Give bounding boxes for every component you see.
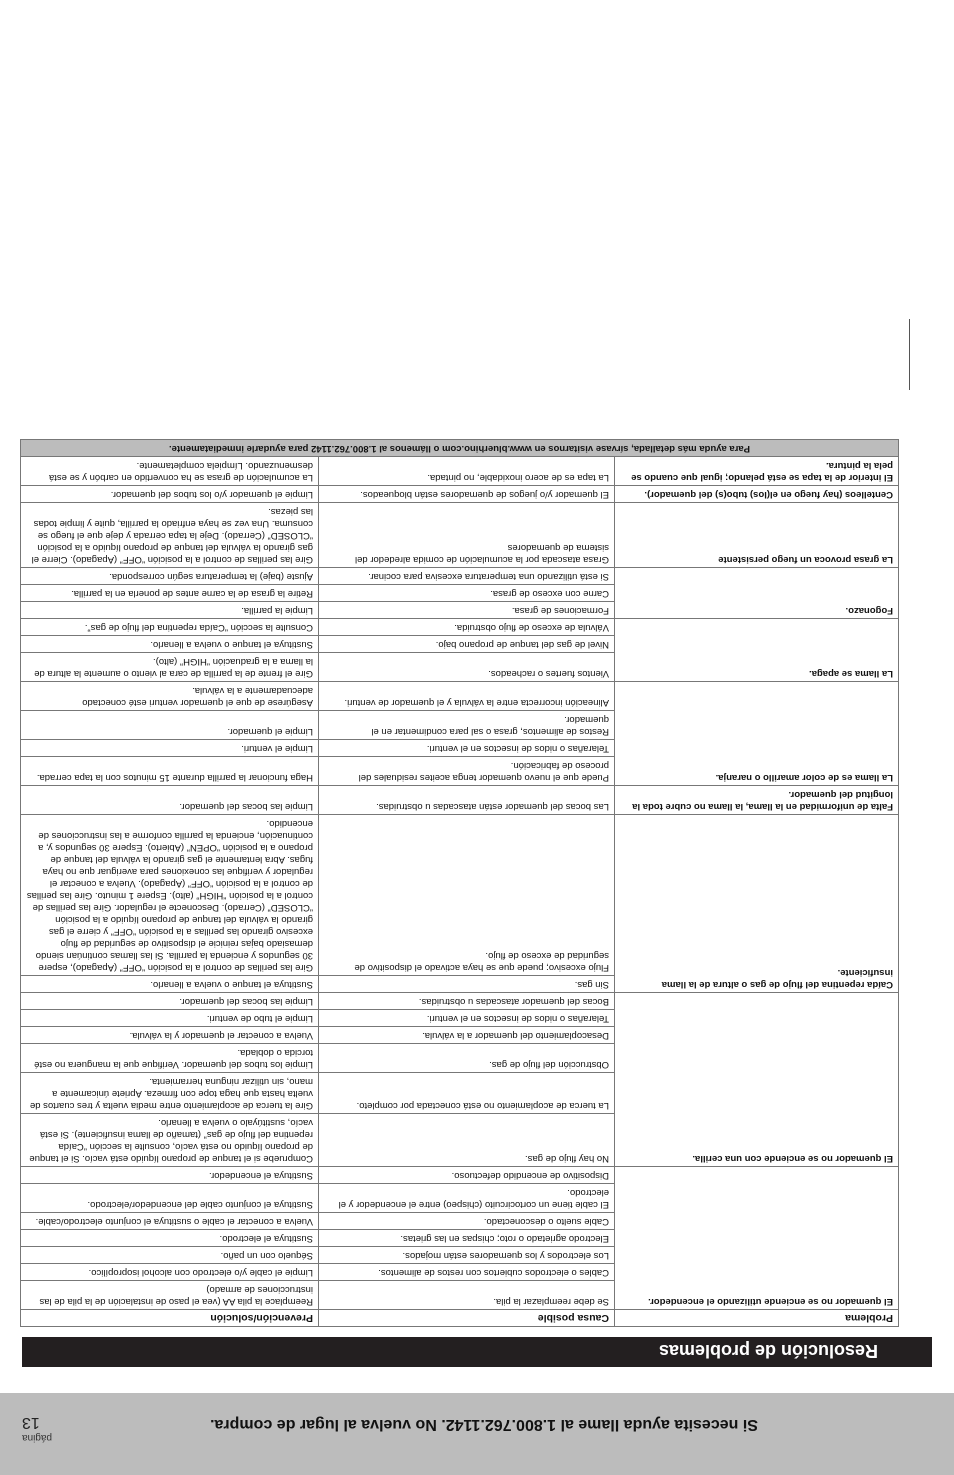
cause-cell: Válvula de exceso de flujo obstruida.: [319, 619, 615, 636]
solution-cell: Limpie la parrilla.: [21, 602, 319, 619]
solution-cell: Vuelva a conectar el cable o sustituya el conjunto electrodo/cable.: [21, 1213, 319, 1230]
problem-cell: La grasa provoca un fuego persistente: [615, 503, 899, 568]
solution-cell: Limpie los tubos del quemador. Verifique que la manguera no esté torcida o doblada.: [21, 1044, 319, 1073]
cause-cell: La tuerca de acoplamiento no está conectada por completo.: [319, 1073, 615, 1114]
solution-cell: Limpie el quemador.: [21, 711, 319, 740]
solution-cell: Limpie el tubo de venturi.: [21, 1010, 319, 1027]
solution-cell: Vuelva a conectar el quemador y la válvula.: [21, 1027, 319, 1044]
cause-cell: Nivel de gas del tanque de propano bajo.: [319, 636, 615, 653]
table-row: [21, 786, 899, 815]
table-row: [21, 1114, 899, 1167]
solution-cell: Limpie el cable y/o electrodo con alcohol isopropílico.: [21, 1264, 319, 1281]
table-footer-row: [21, 440, 899, 457]
cause-cell: Telarañas o nidos de insectos en el venturi.: [319, 1010, 615, 1027]
cause-cell: El cable tiene un cortocircuito (chispeo) entre el encendedor y el electrodo.: [319, 1184, 615, 1213]
solution-cell: Consulte la sección “Caída repentina del flujo de gas”.: [21, 619, 319, 636]
margin-rule: [909, 319, 910, 390]
problem-cell: El interior de la tapa se está pelando; igual que cuando se pela la pintura.: [615, 457, 899, 486]
help-footer-note: Para ayuda más detallada, sírvase visitarnos en www.bluerhino.com o llámenos al 1.800.762.1142 para ayudarle inmediatamente.: [21, 440, 899, 457]
cause-cell: Cables o electrodos cubiertos con restos de alimentos.: [319, 1264, 615, 1281]
problem-cell: La llama se apaga.: [615, 619, 899, 682]
table-body: [21, 457, 899, 1310]
cause-cell: La tapa es de acero inoxidable, no pintada.: [319, 457, 615, 486]
cause-cell: Telarañas o nidos de insectos en el venturi.: [319, 740, 615, 757]
solution-cell: Sustituya el conjunto cable del encendedor/electrodo.: [21, 1184, 319, 1213]
cause-cell: Flujo excesivo; puede que se haya activado el dispositivo de seguridad de exceso de flujo.: [319, 815, 615, 976]
cause-cell: Vientos fuertes o racheados.: [319, 653, 615, 682]
solution-cell: Retire la grasa de la carne antes de ponerla en la parrilla.: [21, 585, 319, 602]
help-banner: [0, 1393, 954, 1475]
cause-cell: El quemador y/o juegos de quemadores están bloqueados.: [319, 486, 615, 503]
cause-cell: Si está utilizando una temperatura excesiva para cocinar.: [319, 568, 615, 585]
table-row: [21, 653, 899, 682]
cause-cell: Se debe reemplazar la pila.: [319, 1281, 615, 1310]
solution-cell: Gire las perillas de control a la posición “OFF” (Apagado), espere 30 segundos y encienda la parrilla. Si las llamas continúan siendo demasiado bajas reinicie el dispositivo de seguridad de flujo excesivo girando las perillas a la posición “OFF” y cierre el gas girando la válvula del tanque de propano líquido a la posición “CLOSED” (Cerrado). Desconecte el regulador. Gire las perillas de control a la posición “HIGH” (alto). Espere 1 minuto. Gire las perillas de control a la posición “OFF” (Apagado). Vuelva a conectar el regulador y verifique las conexiones para averiguar que no haya fugas. Abra lentamente el gas girando la válvula del tanque de propano a la posición “OPEN” (Abierto). Espere 30 segundos y, a continuación, encienda la parrilla conforme a las instrucciones de encendido.: [21, 815, 319, 976]
table-row: [21, 976, 899, 993]
cause-cell: Desacoplamiento del quemador a la válvula.: [319, 1027, 615, 1044]
solution-cell: Asegúrese de que el quemador venturi esté conectado adecuadamente a la válvula.: [21, 682, 319, 711]
column-header-problem: Problema: [615, 1310, 899, 1327]
problem-cell: Falta de uniformidad en la llama, la llama no cubre toda la longitud del quemador.: [615, 786, 899, 815]
cause-cell: No hay flujo de gas.: [319, 1114, 615, 1167]
cause-cell: Las bocas del quemador están atascadas u obstruidas.: [319, 786, 615, 815]
solution-cell: Séquelo con un paño.: [21, 1247, 319, 1264]
problem-cell: Caída repentina del flujo de gas o altura de la llama insuficiente.: [615, 815, 899, 993]
cause-cell: Formaciones de grasa.: [319, 602, 615, 619]
table-row: [21, 503, 899, 568]
solution-cell: Gire las perillas de control a la posición “OFF” (Apagado). Cierre el gas girando la válvula del tanque de propano líquido a la posición “CLOSED” (Cerrado). Deje la tapa cerrada y deje que el fuego se consuma. Una vez se haya enfriado la parrilla, quite y limpie todas las piezas.: [21, 503, 319, 568]
cause-cell: Obstrucción del flujo de gas.: [319, 1044, 615, 1073]
solution-cell: Compruebe si el tanque de propano líquido está vacío. Si el tanque de propano líquido no está vacío, consulte la sección “Caída repentina del flujo de gas” (tamaño de llama insuficiente). Si está vacío, sustitúyalo o vuelva a llenarlo.: [21, 1114, 319, 1167]
page-number: 13: [22, 1414, 40, 1431]
cause-cell: Dispositivo de encendido defectuoso.: [319, 1167, 615, 1184]
cause-cell: Los electrodos y los quemadores están mojados.: [319, 1247, 615, 1264]
solution-cell: Limpie las bocas del quemador.: [21, 993, 319, 1010]
solution-cell: Sustituya el tanque o vuelva a llenarlo.: [21, 976, 319, 993]
solution-cell: Gire el frente de la parrilla de cara al viento o aumente la altura de la llama a la graduación “HIGH” (alto).: [21, 653, 319, 682]
page-word: página: [22, 1432, 53, 1443]
solution-cell: Haga funcionar la parrilla durante 15 minutos con la tapa cerrada.: [21, 757, 319, 786]
cause-cell: Bocas del quemador atascadas u obstruidas.: [319, 993, 615, 1010]
solution-cell: Sustituya el electrodo.: [21, 1230, 319, 1247]
cause-cell: Puede que el nuevo quemador tenga aceites residuales del proceso de fabricación.: [319, 757, 615, 786]
solution-cell: Limpie las bocas del quemador.: [21, 786, 319, 815]
problem-cell: Fogonazo.: [615, 568, 899, 619]
cause-cell: Cable suelto o desconectado.: [319, 1213, 615, 1230]
table-row: [21, 1281, 899, 1310]
solution-cell: Sustituya el tanque o vuelva a llenarlo.: [21, 636, 319, 653]
solution-cell: Ajuste (baje) la temperatura según corresponda.: [21, 568, 319, 585]
cause-cell: Restos de alimentos, grasa o sal para condimentar en el quemador.: [319, 711, 615, 740]
cause-cell: Alineación incorrecta entre la válvula y el quemador de venturi.: [319, 682, 615, 711]
problem-cell: El quemador no se enciende con una cerilla.: [615, 993, 899, 1167]
cause-cell: Grasa atascada por la acumulación de comida alrededor del sistema de quemadores: [319, 503, 615, 568]
section-title: Resolución de problemas: [658, 1341, 878, 1361]
table-row: [21, 457, 899, 486]
problem-cell: La llama es de color amarillo o naranja.: [615, 682, 899, 786]
cause-cell: Electrodo agrietado o roto; chispas en las grietas.: [319, 1230, 615, 1247]
table-row: [21, 602, 899, 619]
solution-cell: Gire la tuerca de acoplamiento entre media vuelta y tres cuartos de vuelta hasta que haga tope con firmeza. Apriete únicamente a mano, sin utilizar ninguna herramienta.: [21, 1073, 319, 1114]
table-header-row: [21, 1310, 899, 1327]
table-row: [21, 757, 899, 786]
solution-cell: Reemplace la pila AA (vea el paso de instalación de la pila de las instrucciones de armado): [21, 1281, 319, 1310]
column-header-solution: Prevención/solución: [21, 1310, 319, 1327]
help-phone-line: Si necesita ayuda llame al 1.800.762.1142. No vuelva al lugar de compra.: [210, 1416, 758, 1433]
problem-cell: El quemador no se enciende utilizando el encendedor.: [615, 1167, 899, 1310]
problem-cell: Centelleos (hay fuego en el(los) tubo(s) del quemador).: [615, 486, 899, 503]
solution-cell: Limpie el venturi.: [21, 740, 319, 757]
cause-cell: Sin gas.: [319, 976, 615, 993]
troubleshooting-table: [20, 439, 899, 1327]
column-header-cause: Causa posible: [319, 1310, 615, 1327]
cause-cell: Carne con exceso de grasa.: [319, 585, 615, 602]
solution-cell: Limpie el quemador y/o los tubos del quemador.: [21, 486, 319, 503]
solution-cell: La acumulación de grasa se ha convertido en carbón y se está desmenuzando. Límpiela completamente.: [21, 457, 319, 486]
solution-cell: Sustituya el encendedor.: [21, 1167, 319, 1184]
table-row: [21, 486, 899, 503]
section-header-bar: [22, 1337, 932, 1367]
